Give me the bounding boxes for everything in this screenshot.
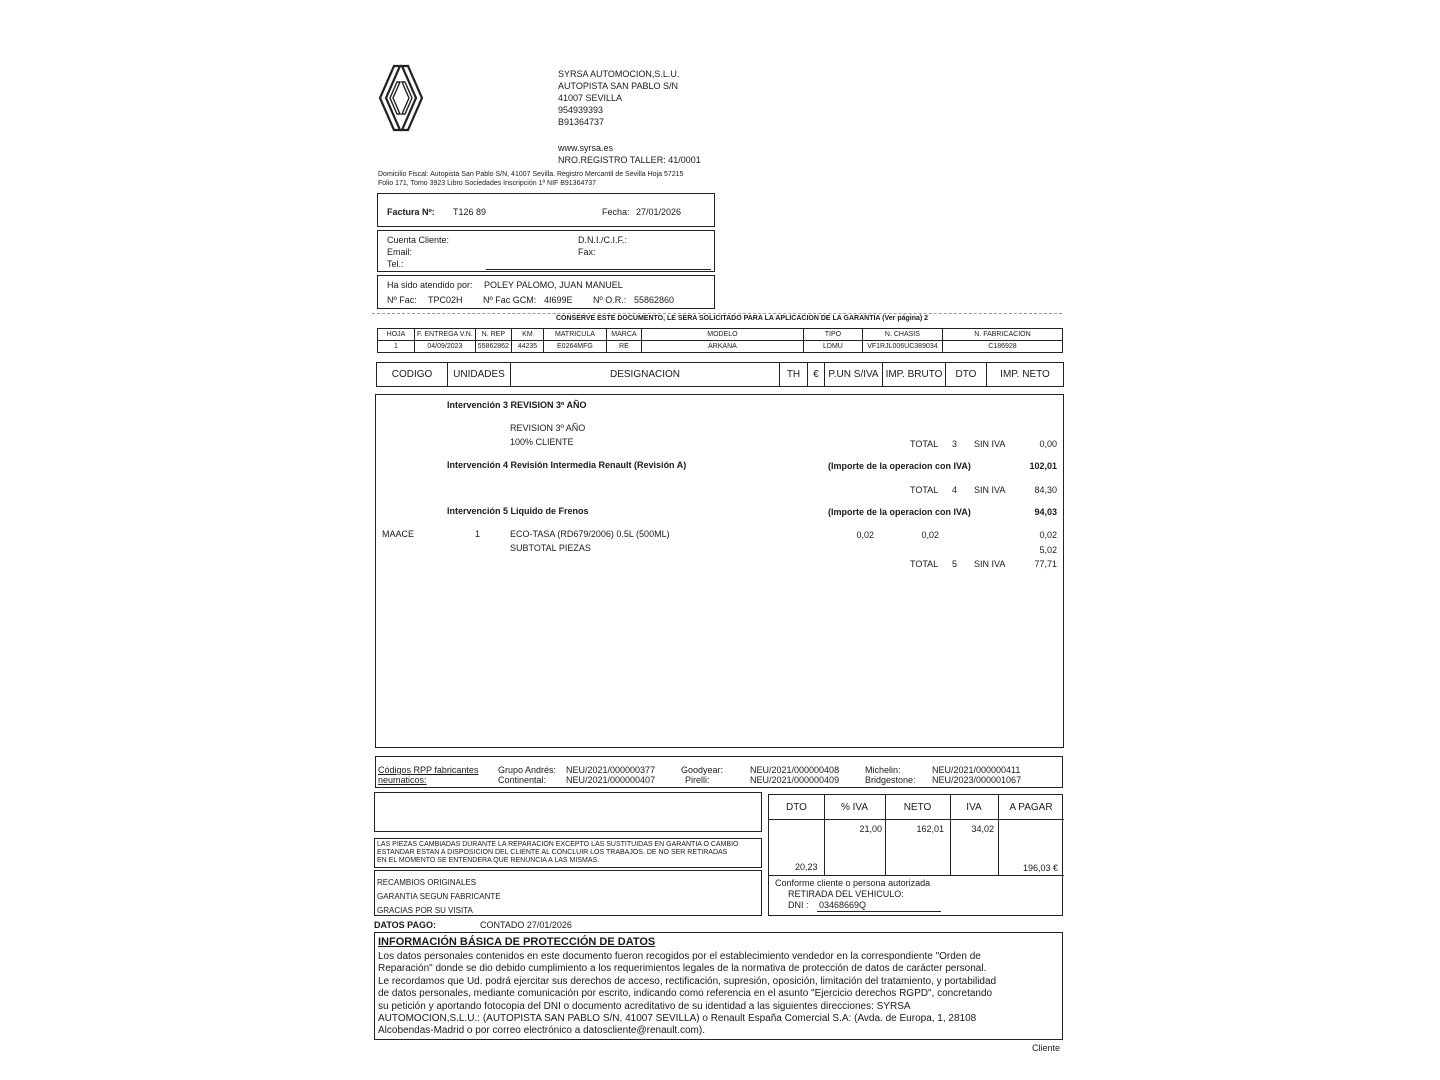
col-th: TH [780,363,808,386]
item-bruto: 0,02 [921,530,939,540]
item-units: 1 [475,529,481,539]
vehicle-header: MATRICULA [543,329,606,341]
vehicle-header: N. REP [475,329,511,341]
company-address: AUTOPISTA SAN PABLO S/N [558,81,679,91]
vehicle-header: KM [511,329,543,341]
gcm-label: Nº Fac GCM: [483,295,537,305]
vehicle-header: MARCA [606,329,641,341]
invoice-date-label: Fecha: [602,207,630,217]
lines-body [375,394,1064,748]
conformity-dni-label: DNI : [788,900,809,910]
total3-num: 3 [952,439,958,449]
michelin-code: NEU/2021/000000411 [932,765,1021,775]
footer-left-box [374,870,762,916]
vehicle-value: C186928 [942,341,1062,353]
company-registry: NRO.REGISTRO TALLER: 41/0001 [558,155,701,165]
invoice-date: 27/01/2026 [636,207,682,217]
client-box [377,230,715,272]
footer-line: GRACIAS POR SU VISITA [377,906,473,915]
conformity-line-1: Conforme cliente o persona autorizada [775,878,931,888]
total4-value: 84,30 [1034,485,1057,495]
parts-notice-box [374,838,762,868]
continental-code: NEU/2021/000000407 [566,775,656,785]
int5-importe-label: (Importe de la operacion con IVA) [828,507,971,517]
parts-notice-line: ESTANDAR ESTAN A DISPOSICION DEL CLIENTE AL CONCLUIR LOS TRABAJOS. DE NO SER RETIRADAS [377,849,728,856]
item-desc: ECO-TASA (RD679/2006) 0.5L (500ML) [510,529,670,539]
client-email-label: Email: [387,247,413,257]
privacy-line: Reparación" donde se dio debido cumplimiento a los requerimientos legales de la normativa de protección de datos de carácter personal. [378,963,987,975]
grupo-andres-label: Grupo Andrés: [498,765,557,775]
company-cif: B91364737 [558,117,605,127]
totals-header-iva-pct: % IVA [840,802,869,813]
vehicle-header: TIPO [803,329,862,341]
totals-neto: 162,01 [916,824,944,834]
vehicle-value: 44235 [511,341,543,353]
privacy-line: de datos personales, mediante comunicación por escrito, indicando como referencia en el asunto "Ejercicio derechos RGPD", concretando [378,988,993,1000]
invoice-number: T126 89 [453,207,487,217]
vehicle-table [377,328,1063,353]
total5-siniva: SIN IVA [974,559,1006,569]
vehicle-header-row [378,329,1063,341]
total3-siniva: SIN IVA [974,439,1006,449]
total5-num: 5 [952,559,958,569]
conformity-line-2: RETIRADA DEL VEHICULO: [788,889,904,899]
col-designacion: DESIGNACION [511,363,780,386]
footer-line: GARANTIA SEGUN FABRICANTE [377,892,501,901]
int4-title: Intervención 4 Revisión Intermedia Renault (Revisión A) [447,460,687,470]
subtotal-label: SUBTOTAL PIEZAS [510,543,591,553]
parts-notice-line: EN EL MOMENTO SE ENTENDERA QUE RENUNCIA A LAS MISMAS. [377,857,600,864]
totals-iva-pct: 21,00 [859,824,882,834]
lines-header [376,362,1064,387]
vehicle-header: F. ENTREGA V.N. [415,329,476,341]
client-dni-label: D.N.I./C.I.F.: [578,235,628,245]
bridgestone-label: Bridgestone: [865,775,916,785]
int3-title: Intervención 3 REVISION 3º AÑO [447,400,587,410]
attended-label: Ha sido atendido por: [387,280,473,290]
totals-header-iva: IVA [966,802,982,813]
vehicle-header: N. CHASIS [862,329,942,341]
company-name: SYRSA AUTOMOCION,S.L.U. [558,69,680,79]
company-city: 41007 SEVILLA [558,93,623,103]
vehicle-value: LDMU [803,341,862,353]
vehicle-value: RE [606,341,641,353]
vehicle-header: N. FABRICACION [942,329,1062,341]
company-block [558,68,701,166]
client-account-label: Cuenta Cliente: [387,235,450,245]
totals-a-pagar: 196,03 € [1022,863,1058,873]
vehicle-value: 1 [378,341,415,353]
fiscal-line-2: Folio 171, Tomo 3923 Libro Sociedades Inscripción 1ª NIF B91364737 [378,180,597,187]
totals-dto: 20,23 [795,862,818,872]
col-euro: € [808,363,825,386]
privacy-line: Alcobendas-Madrid o por correo electrónico a datoscliente@renault.com). [378,1025,705,1037]
col-dto: DTO [946,363,987,386]
company-phone: 954939393 [558,105,604,115]
remarks-box [374,792,762,832]
total4-siniva: SIN IVA [974,485,1006,495]
int5-importe: 94,03 [1034,507,1057,517]
or-value: 55862860 [634,295,675,305]
total3-label: TOTAL [910,439,939,449]
continental-label: Continental: [498,775,547,785]
payment-value: CONTADO 27/01/2026 [480,920,572,930]
parts-notice-line: LAS PIEZAS CAMBIADAS DURANTE LA REPARACION EXCEPTO LAS SUSTITUIDAS EN GARANTIA O CAMBIO [377,841,739,848]
item-code: MAACE [382,529,415,539]
or-label: Nº O.R.: [593,295,627,305]
totals-iva: 34,02 [971,824,994,834]
item-pun: 0,02 [856,530,874,540]
vehicle-value: VF1RJL006UC389034 [862,341,942,353]
client-fax-label: Fax: [578,247,596,257]
total4-num: 4 [952,485,958,495]
total5-label: TOTAL [910,559,939,569]
col-pun: P.UN S/IVA [825,363,883,386]
client-tel-label: Tel.: [387,259,404,269]
fiscal-info [378,170,683,188]
attended-name: POLEY PALOMO, JUAN MANUEL [484,280,623,290]
total3-value: 0,00 [1039,439,1057,449]
warranty-notice: CONSERVE ESTE DOCUMENTO, LE SERA SOLICITADO PARA LA APLICACION DE LA GARANTIA (Ver página) 2 [556,315,929,322]
footer-line: RECAMBIOS ORIGINALES [377,878,477,887]
item-neto: 0,02 [1039,530,1057,540]
pirelli-code: NEU/2021/000000409 [750,775,840,785]
nfac-value: TPC02H [428,295,463,305]
col-codigo: CODIGO [377,363,448,386]
renault-logo [376,62,428,134]
privacy-line: Le recordamos que Ud. podrá ejercitar sus derechos de acceso, rectificación, supresión, oposición, limitación del tratamiento, y portabilidad [378,975,997,987]
nfac-label: Nº Fac: [387,295,417,305]
col-unidades: UNIDADES [448,363,511,386]
total4-label: TOTAL [910,485,939,495]
int4-importe-label: (Importe de la operacion con IVA) [828,461,971,471]
privacy-title: INFORMACIÓN BÁSICA DE PROTECCIÓN DE DATOS [378,936,656,948]
pirelli-label: Pirelli: [685,775,710,785]
totals-header-pagar: A PAGAR [1009,802,1053,813]
attended-box [377,275,715,309]
privacy-box [374,932,1063,1040]
total5-value: 77,71 [1034,559,1057,569]
copy-label: Cliente [1032,1043,1061,1053]
vehicle-value: E0264MFG [543,341,606,353]
vehicle-value-row [378,341,1063,353]
vehicle-header: HOJA [378,329,415,341]
totals-box [768,794,1063,916]
rpp-label-1: Códigos RPP fabricantes [378,765,479,775]
rpp-label-2: neumaticos: [378,775,427,785]
payment-label: DATOS PAGO: [374,920,437,930]
invoice-number-box [377,193,715,227]
goodyear-label: Goodyear: [681,765,724,775]
gcm-value: 4I699E [544,295,573,305]
rpp-box [375,756,1063,788]
totals-header-dto: DTO [786,802,807,813]
privacy-line: su petición y aportando fotocopia del DNI o documento acreditativo de su identidad a las siguientes direcciones: SYRSA [378,1000,911,1012]
vehicle-value: 55862862 [475,341,511,353]
int3-desc2: 100% CLIENTE [510,437,574,447]
col-bruto: IMP. BRUTO [883,363,946,386]
totals-header-neto: NETO [903,802,932,813]
company-web: www.syrsa.es [558,143,614,153]
vehicle-header: MODELO [641,329,803,341]
invoice-number-label: Factura Nº: [387,207,435,217]
col-neto: IMP. NETO [1000,369,1050,380]
vehicle-value: 04/09/2023 [415,341,476,353]
privacy-line: Los datos personales contenidos en este documento fueron recogidos por el establecimiento vendedor en la correspondiente "Orden de [378,951,981,962]
bridgestone-code: NEU/2023/000001067 [932,775,1022,785]
conformity-dni: 03468669Q [819,900,867,910]
vehicle-value: ARKANA [641,341,803,353]
int4-importe: 102,01 [1029,461,1057,471]
fiscal-line-1: Domicilio Fiscal: Autopista San Pablo S/N, 41007 Sevilla. Registro Mercantil de Sevilla Hoja 57215 [378,171,684,178]
int5-title: Intervención 5 Liquido de Frenos [447,506,589,516]
privacy-line: AUTOMOCION,S.L.U.: (AUTOPISTA SAN PABLO S/N, 41007 SEVILLA) o Renault España Comercial S.A: (Avda. de Europa, 1, 28108 [378,1013,977,1025]
grupo-andres-code: NEU/2021/000000377 [566,765,656,775]
michelin-label: Michelin: [865,765,901,775]
subtotal-value: 5,02 [1039,545,1057,555]
goodyear-code: NEU/2021/000000408 [750,765,840,775]
int3-desc1: REVISION 3º AÑO [510,423,586,433]
